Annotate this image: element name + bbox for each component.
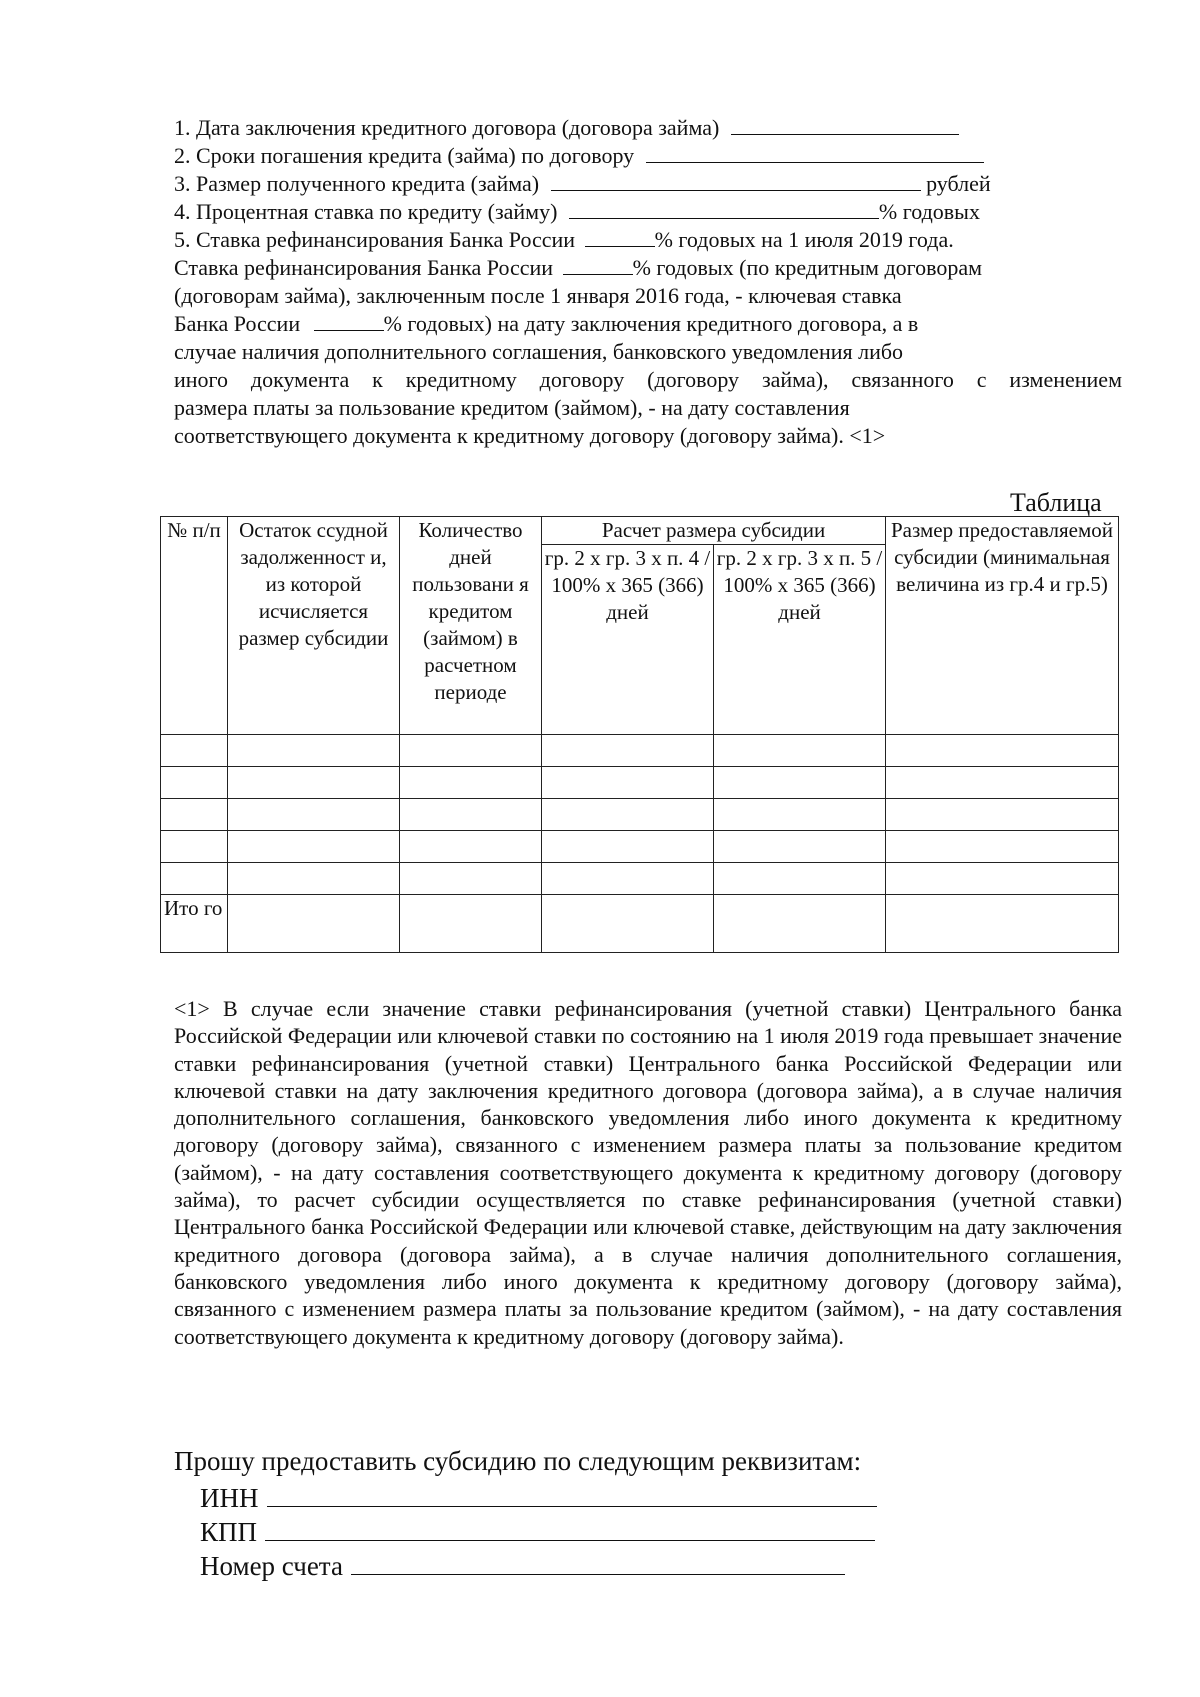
table-total-row xyxy=(161,895,1119,953)
table-cell[interactable] xyxy=(542,735,714,767)
table-cell[interactable] xyxy=(714,831,886,863)
header-calc-group: Расчет размера субсидии xyxy=(542,517,886,545)
table-row xyxy=(161,735,1119,767)
table-cell[interactable] xyxy=(542,767,714,799)
item-4-unit: % годовых xyxy=(878,199,980,224)
table-caption: Таблица xyxy=(1010,488,1102,517)
item-5-text-4b: % годовых) на дату заключения кредитного договора, а в xyxy=(383,311,919,336)
kpp-field[interactable] xyxy=(265,1514,875,1541)
item-2-line xyxy=(174,142,984,170)
total-label: Ито го xyxy=(161,895,228,953)
contract-date-blank[interactable] xyxy=(731,114,959,135)
item-5-text-2a: Ставка рефинансирования Банка России xyxy=(174,255,554,280)
table-cell[interactable] xyxy=(400,735,542,767)
table-cell[interactable] xyxy=(400,767,542,799)
table-cell[interactable] xyxy=(228,895,400,953)
item-5-text-4a: Банка России xyxy=(174,311,301,336)
item-1-line xyxy=(174,114,959,142)
table-cell[interactable] xyxy=(886,863,1119,895)
table-cell[interactable] xyxy=(886,895,1119,953)
account-label: Номер счета xyxy=(200,1551,343,1581)
loan-amount-blank[interactable] xyxy=(551,170,921,191)
item-5-line-6: иного документа к кредитному договору (договору займа), связанного с изменением xyxy=(174,367,1122,392)
table-cell[interactable] xyxy=(714,735,886,767)
refinancing-rate-2-blank[interactable] xyxy=(563,254,633,275)
item-5-line-8: соответствующего документа к кредитному договору (договору займа). <1> xyxy=(174,423,886,448)
table-cell[interactable] xyxy=(714,895,886,953)
header-calc-rate-5: гр. 2 х гр. 3 х п. 5 / 100% х 365 (366) дней xyxy=(714,545,886,735)
table-row xyxy=(161,831,1119,863)
table-cell[interactable] xyxy=(228,863,400,895)
item-3-unit: рублей xyxy=(926,171,991,196)
refinancing-rate-blank[interactable] xyxy=(585,226,655,247)
table-cell[interactable] xyxy=(542,799,714,831)
item-2-label: 2. Сроки погашения кредита (займа) по договору xyxy=(174,143,635,168)
table-cell[interactable] xyxy=(542,895,714,953)
table-cell[interactable] xyxy=(886,767,1119,799)
footnote xyxy=(174,995,1122,1350)
header-calc-rate-4: гр. 2 х гр. 3 х п. 4 / 100% х 365 (366) дней xyxy=(542,545,714,735)
requisites-title: Прошу предоставить субсидию по следующим реквизитам: xyxy=(174,1446,862,1476)
item-3-line xyxy=(174,170,991,198)
table-cell[interactable] xyxy=(714,799,886,831)
table-cell[interactable] xyxy=(886,831,1119,863)
inn-field[interactable] xyxy=(267,1480,877,1507)
table-cell[interactable] xyxy=(161,767,228,799)
header-amount: Размер предоставляемой субсидии (минимальная величина из гр.4 и гр.5) xyxy=(886,517,1119,735)
table-cell[interactable] xyxy=(400,799,542,831)
table-cell[interactable] xyxy=(228,831,400,863)
table-cell[interactable] xyxy=(714,863,886,895)
item-4-label: 4. Процентная ставка по кредиту (займу) xyxy=(174,199,558,224)
item-5-line-3: (договорам займа), заключенным после 1 января 2016 года, - ключевая ставка xyxy=(174,283,902,308)
item-5-line xyxy=(174,226,954,254)
table-row xyxy=(161,767,1119,799)
interest-rate-blank[interactable] xyxy=(569,198,879,219)
footnote-text: <1> В случае если значение ставки рефинансирования (учетной ставки) Центрального банка Российской Федерации или ключевой ставки по состоянию на 1 июля 2019 года превышает значение ставки рефинансирования (учетной ставки) Центрального банка Российской Федерации или ключевой ставки на дату заключения кредитного договора (договора займа), а в случае наличия дополнительного соглашения, банковского уведомления либо иного документа к кредитному договору (договору займа), связанного с изменением размера платы за пользование кредитом (займом), - на дату составления соответствующего документа к кредитному договору (договору займа), то расчет субсидии осуществляется по ставке рефинансирования (учетной ставки) Центрального банка Российской Федерации или ключевой ставке, действующим на дату заключения кредитного договора (договора займа), а в случае наличия дополнительного соглашения, банковского уведомления либо иного документа к кредитному договору (договору займа), связанного с изменением размера платы за пользование кредитом (займом), - на дату составления соответствующего документа к кредитному договору (договору займа). xyxy=(174,996,1122,1349)
table-cell[interactable] xyxy=(886,799,1119,831)
inn-label: ИНН xyxy=(200,1483,259,1513)
item-5-line-4 xyxy=(174,310,918,338)
kpp-line xyxy=(200,1514,875,1548)
account-line xyxy=(200,1548,845,1582)
account-number-field[interactable] xyxy=(351,1548,845,1575)
item-3-label: 3. Размер полученного кредита (займа) xyxy=(174,171,540,196)
table-cell[interactable] xyxy=(161,831,228,863)
header-days: Количество дней пользовани я кредитом (займом) в расчетном периоде xyxy=(400,517,542,735)
item-4-line xyxy=(174,198,980,226)
key-rate-blank[interactable] xyxy=(314,310,384,331)
item-5-line-5: случае наличия дополнительного соглашения, банковского уведомления либо xyxy=(174,339,904,364)
table-cell[interactable] xyxy=(400,863,542,895)
table-cell[interactable] xyxy=(228,735,400,767)
table-cell[interactable] xyxy=(228,767,400,799)
item-5-line-7: размера платы за пользование кредитом (займом), - на дату составления xyxy=(174,395,850,420)
kpp-label: КПП xyxy=(200,1517,258,1547)
table-cell[interactable] xyxy=(161,735,228,767)
item-5-label: 5. Ставка рефинансирования Банка России xyxy=(174,227,576,252)
item-5-tail: % годовых на 1 июля 2019 года. xyxy=(654,227,954,252)
table-cell[interactable] xyxy=(161,863,228,895)
item-5-line-2 xyxy=(174,254,982,282)
table-cell[interactable] xyxy=(886,735,1119,767)
table-cell[interactable] xyxy=(228,799,400,831)
table-cell[interactable] xyxy=(542,863,714,895)
item-5-text-2b: % годовых (по кредитным договорам xyxy=(632,255,983,280)
inn-line xyxy=(200,1480,877,1514)
subsidy-calculation-table xyxy=(160,516,1119,953)
table-cell[interactable] xyxy=(714,767,886,799)
table-cell[interactable] xyxy=(400,895,542,953)
table-row xyxy=(161,863,1119,895)
table-cell[interactable] xyxy=(161,799,228,831)
item-1-label: 1. Дата заключения кредитного договора (договора займа) xyxy=(174,115,720,140)
header-num: № п/п xyxy=(161,517,228,735)
table-cell[interactable] xyxy=(542,831,714,863)
table-cell[interactable] xyxy=(400,831,542,863)
repayment-terms-blank[interactable] xyxy=(646,142,984,163)
header-balance: Остаток ссудной задолженност и, из которой исчисляется размер субсидии xyxy=(228,517,400,735)
table-row xyxy=(161,799,1119,831)
